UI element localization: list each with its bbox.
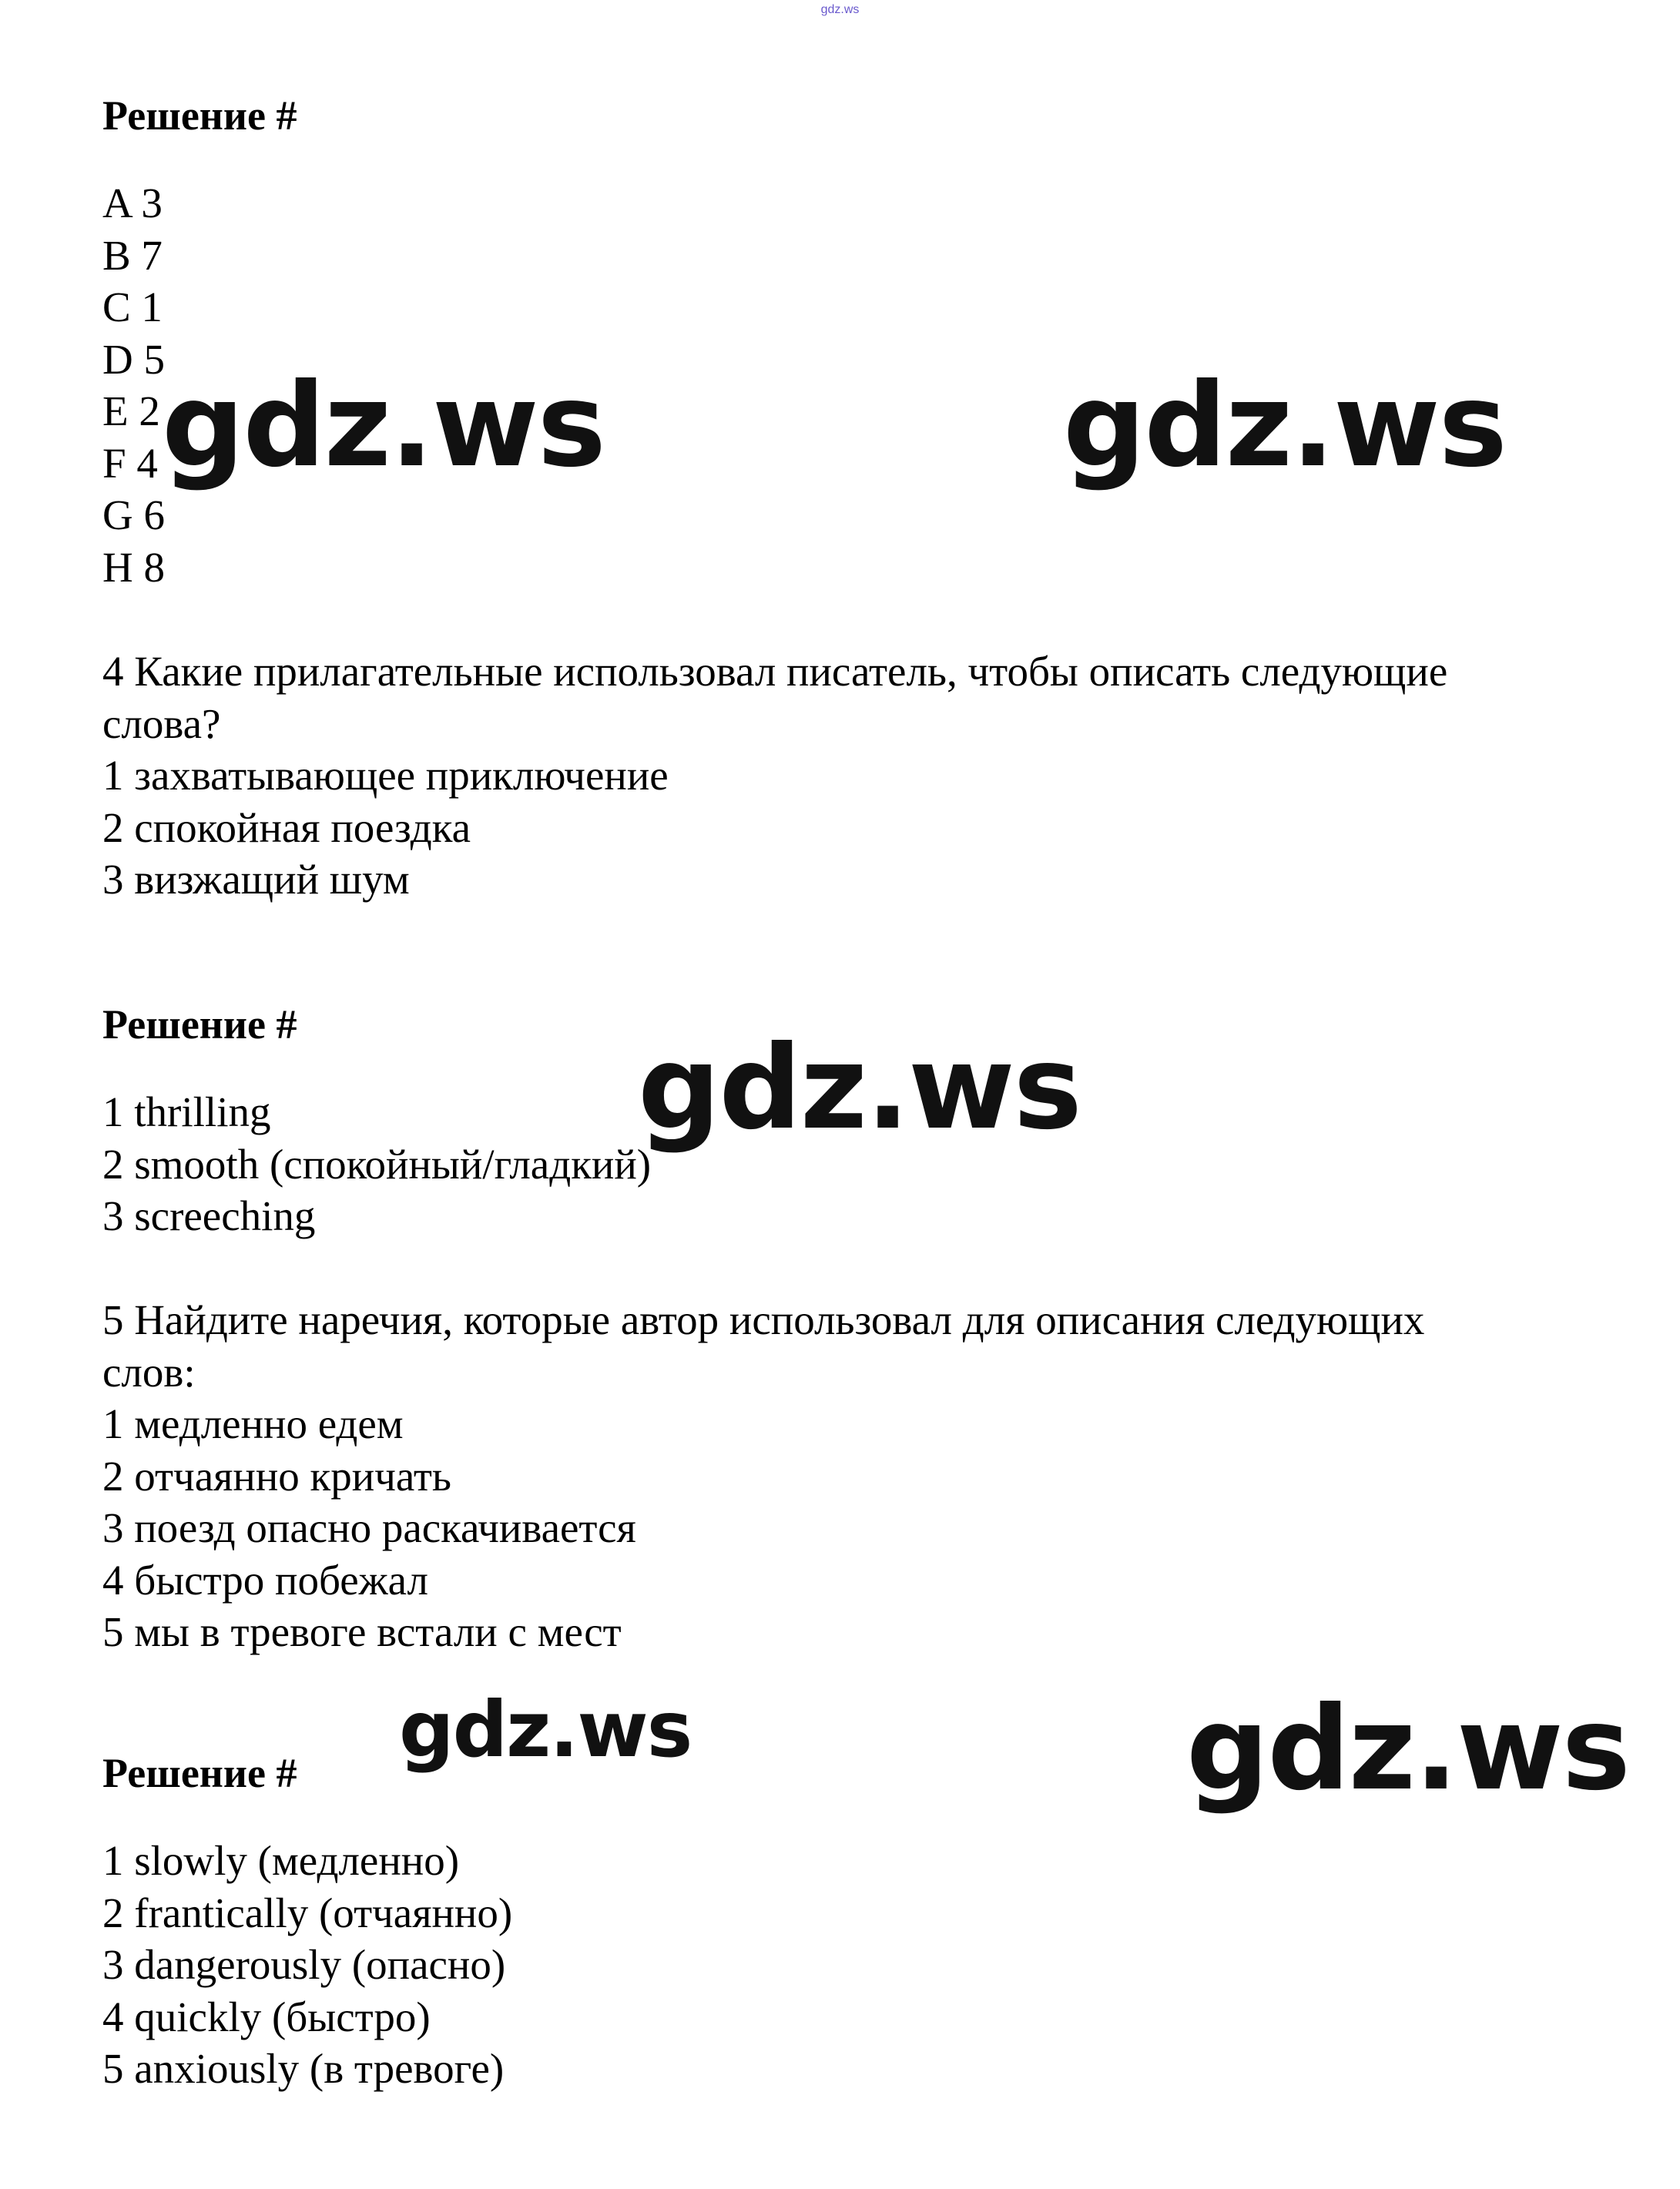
answer-line: 2 frantically (отчаянно) (102, 1889, 513, 1936)
watermark: gdz.ws (162, 359, 605, 493)
question-item: 1 медленно едем (102, 1400, 404, 1447)
answer-line: 3 dangerously (опасно) (102, 1941, 506, 1988)
watermark: gdz.ws (399, 1684, 692, 1775)
answer-line: G 6 (102, 491, 165, 538)
answer-line: 3 screeching (102, 1192, 316, 1239)
solution-heading-3: Решение # (102, 1750, 297, 1796)
answer-line: A 3 (102, 179, 163, 226)
question-item: 2 отчаянно кричать (102, 1452, 451, 1500)
answer-line: D 5 (102, 335, 165, 383)
question-item: 3 поезд опасно раскачивается (102, 1504, 636, 1551)
question-text-line: 5 Найдите наречия, которые автор использовал для описания следующих (102, 1296, 1425, 1343)
question-item: 2 спокойная поездка (102, 803, 471, 851)
watermark: gdz.ws (638, 1021, 1081, 1155)
answer-line: E 2 (102, 387, 160, 434)
answer-list-1 (102, 177, 165, 593)
question-item: 4 быстро побежал (102, 1556, 429, 1604)
solution-heading-2: Решение # (102, 1001, 297, 1048)
answer-list-2 (102, 1086, 651, 1242)
watermark: gdz.ws (1186, 1682, 1629, 1816)
answer-list-3 (102, 1835, 512, 2095)
question-item: 5 мы в тревоге встали с мест (102, 1608, 622, 1655)
answer-line: H 8 (102, 543, 165, 591)
question-item: 1 захватывающее приключение (102, 752, 669, 799)
question-text-line: 4 Какие прилагательные использовал писатель, чтобы описать следующие (102, 648, 1448, 695)
question-4 (102, 645, 1447, 906)
answer-line: C 1 (102, 283, 163, 330)
question-text-line: слов: (102, 1348, 196, 1396)
answer-line: 1 thrilling (102, 1088, 271, 1135)
question-item: 3 визжащий шум (102, 856, 410, 903)
top-site-mark: gdz.ws (820, 3, 860, 16)
answer-line: 1 slowly (медленно) (102, 1837, 460, 1884)
answer-line: 2 smooth (спокойный/гладкий) (102, 1140, 652, 1188)
watermark: gdz.ws (1063, 359, 1506, 493)
answer-line: B 7 (102, 231, 163, 279)
answer-line: 5 anxiously (в тревоге) (102, 2045, 505, 2092)
question-5 (102, 1294, 1424, 1658)
answer-line: 4 quickly (быстро) (102, 1993, 431, 2040)
answer-line: F 4 (102, 439, 158, 487)
solution-heading-1: Решение # (102, 92, 297, 139)
question-text-line: слова? (102, 699, 221, 747)
